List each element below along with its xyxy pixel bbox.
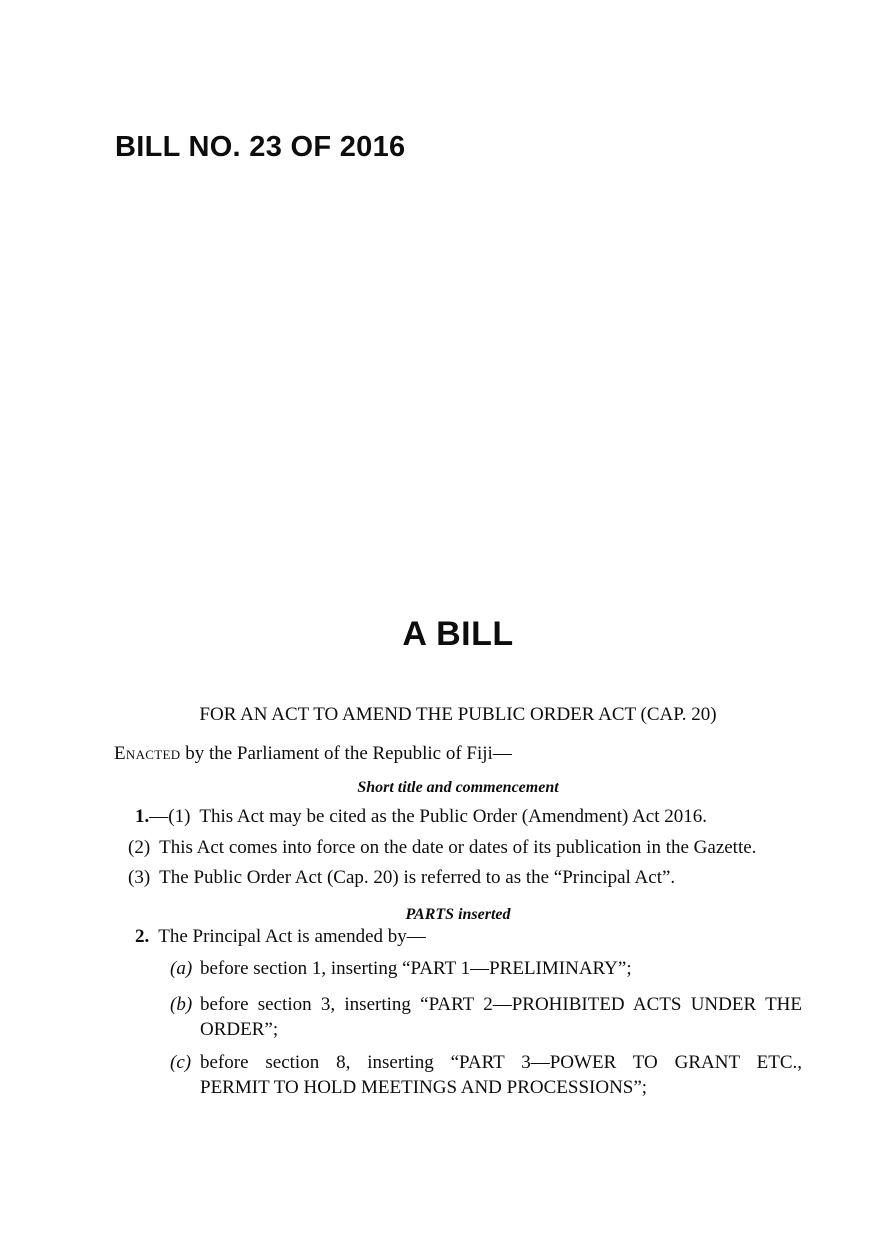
item-line: before section 3, inserting “PART 2—PROHIBITED ACTS UNDER THE (200, 994, 802, 1015)
clause-subnumber: —(1) (149, 806, 191, 827)
item-marker: (c) (170, 1052, 192, 1073)
section-heading-parts-inserted: PARTS inserted (405, 906, 511, 923)
clause-1-2 (114, 836, 802, 859)
list-item-b (114, 992, 802, 1042)
item-marker: (a) (170, 958, 193, 979)
clause-text: The Public Order Act (Cap. 20) is referred to as the “Principal Act”. (159, 867, 676, 888)
document-body (114, 616, 802, 1100)
document-title: A BILL (402, 615, 514, 653)
enacting-clause (114, 742, 802, 766)
clause-text: This Act may be cited as the Public Order (Amendment) Act 2016. (199, 806, 708, 827)
item-line: before section 8, inserting “PART 3—POWER TO GRANT ETC., (200, 1052, 802, 1073)
clause-number: 1. (135, 806, 150, 827)
item-line: ORDER”; (200, 1019, 279, 1040)
bill-number: BILL NO. 23 OF 2016 (115, 131, 406, 163)
clause-text: The Principal Act is amended by— (158, 926, 426, 947)
enacting-rest: by the Parliament of the Republic of Fiji— (180, 743, 512, 764)
item-line: PERMIT TO HOLD MEETINGS AND PROCESSIONS”; (200, 1077, 648, 1098)
list-item-a (114, 956, 802, 981)
clause-number: (2) (128, 837, 151, 858)
clause-text: This Act comes into force on the date or dates of its publication in the Gazette. (159, 837, 757, 858)
list-item-c (114, 1050, 802, 1100)
clause-number: (3) (128, 867, 151, 888)
clause-2-intro (114, 925, 802, 948)
clause-number: 2. (135, 926, 150, 947)
clause-1-1 (114, 805, 802, 828)
item-marker: (b) (170, 994, 193, 1015)
clause-1-3 (114, 866, 802, 889)
item-line: before section 1, inserting “PART 1—PRELIMINARY”; (200, 958, 632, 979)
enacted-word: Enacted (114, 743, 181, 764)
long-title: FOR AN ACT TO AMEND THE PUBLIC ORDER ACT (CAP. 20) (199, 704, 717, 725)
section-heading-short-title: Short title and commencement (357, 779, 559, 796)
